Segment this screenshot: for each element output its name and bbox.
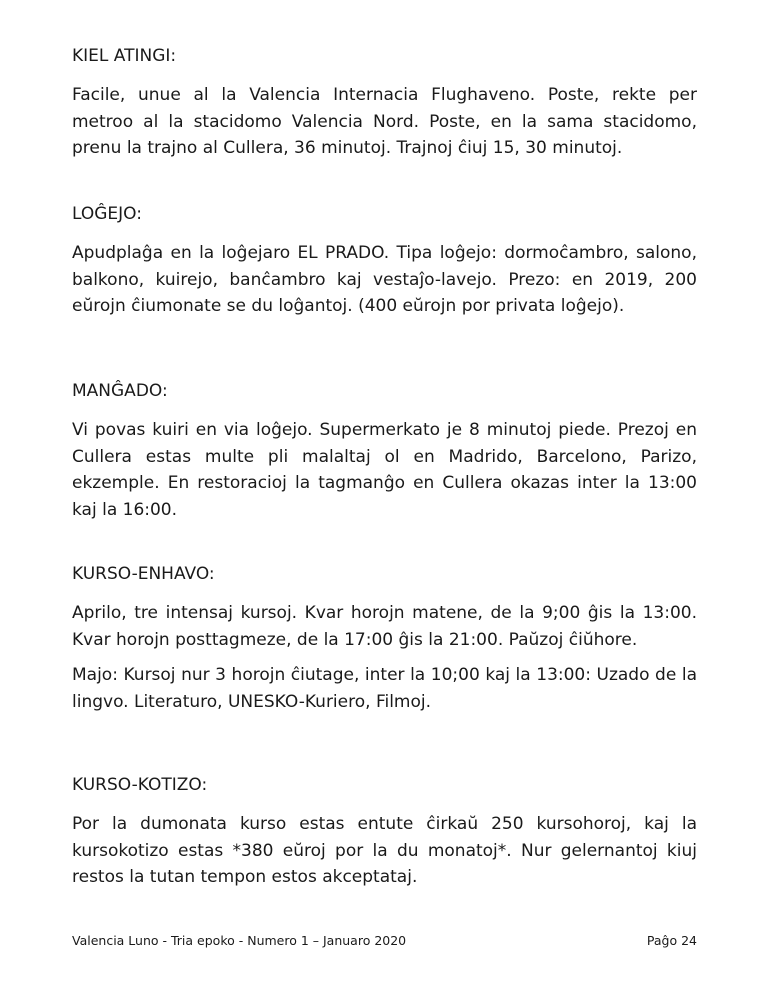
- section-paragraph: Apudplaĝa en la loĝejaro EL PRADO. Tipa loĝejo: dormoĉambro, salono, balkono, kuirejo, banĉambro kaj vestaĵo-lavejo. Prezo: en 2019, 200 eŭrojn ĉiumonate se du loĝantoj. (400 eŭrojn por privata loĝejo).: [72, 243, 697, 316]
- section-heading: MANĜADO:: [72, 381, 168, 401]
- section-kurso-kotizo: [72, 772, 697, 891]
- footer-publication: Valencia Luno - Tria epoko - Numero 1 – Januaro 2020: [72, 933, 407, 948]
- section-heading: KURSO-ENHAVO:: [72, 564, 215, 584]
- footer-page-number: Paĝo 24: [646, 933, 697, 948]
- section-logejo: [72, 201, 697, 320]
- section-mangado: [72, 378, 697, 523]
- section-paragraph: Majo: Kursoj nur 3 horojn ĉiutage, inter la 10;00 kaj la 13:00: Uzado de la lingvo. Literaturo, UNESKO-Kuriero, Filmoj.: [72, 665, 697, 712]
- section-paragraph: Facile, unue al la Valencia Internacia Flughaveno. Poste, rekte per metroo al la stacidomo Valencia Nord. Poste, en la sama stacidomo, prenu la trajno al Cullera, 36 minutoj. Trajnoj ĉiuj 15, 30 minutoj.: [72, 85, 697, 158]
- section-paragraph: Aprilo, tre intensaj kursoj. Kvar horojn matene, de la 9;00 ĝis la 13:00. Kvar horojn posttagmeze, de la 17:00 ĝis la 21:00. Paŭzoj ĉiŭhore.: [72, 603, 697, 650]
- section-kiel-atingi: [72, 43, 697, 162]
- section-heading: KURSO-KOTIZO:: [72, 775, 208, 795]
- section-heading: KIEL ATINGI:: [72, 46, 177, 66]
- section-paragraph: Por la dumonata kurso estas entute ĉirkaŭ 250 kursohoroj, kaj la kursokotizo estas *380 eŭroj por la du monatoj*. Nur gelernantoj kiuj restos la tutan tempon estos akceptataj.: [72, 814, 697, 887]
- section-heading: LOĜEJO:: [72, 204, 142, 224]
- section-paragraph: Vi povas kuiri en via loĝejo. Supermerkato je 8 minutoj piede. Prezoj en Cullera estas multe pli malaltaj ol en Madrido, Barcelono, Parizo, ekzemple. En restoracioj la tagmanĝo en Cullera okazas inter la 13:00 kaj la 16:00.: [72, 420, 697, 520]
- section-kurso-enhavo: [72, 561, 697, 715]
